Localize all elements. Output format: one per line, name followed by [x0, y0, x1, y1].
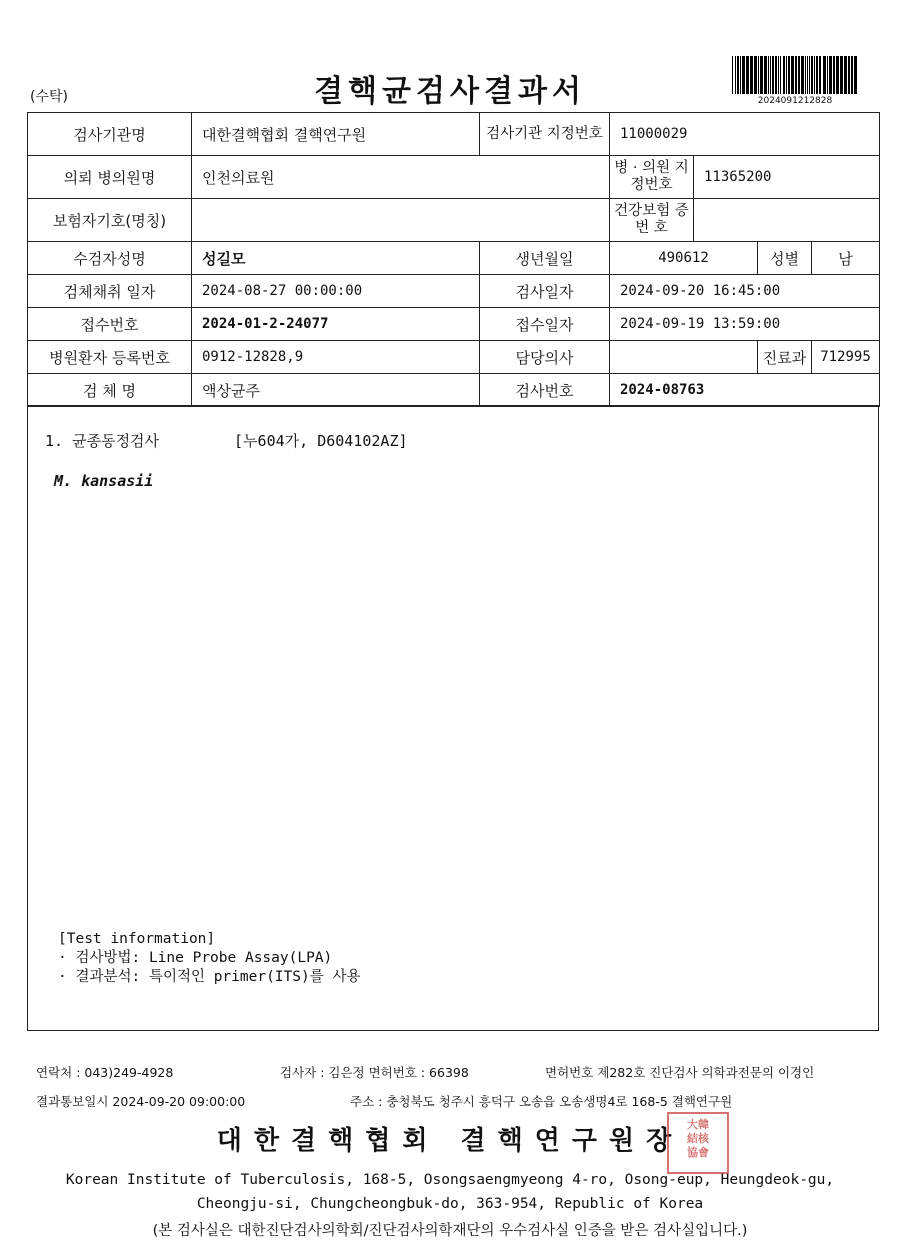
doctor-value — [610, 341, 758, 374]
receipt-date-label: 접수일자 — [480, 308, 610, 341]
barcode-bar — [770, 56, 771, 94]
specimen-label: 검 체 명 — [28, 374, 192, 407]
result-item-code: [누604가, D604102AZ] — [234, 432, 408, 450]
barcode-bar — [854, 56, 857, 94]
registration-number: 0912-12828,9 — [192, 341, 480, 374]
consignment-tag: (수탁) — [30, 89, 68, 105]
patient-name: 성길모 — [192, 242, 480, 275]
hospital-name: 인천의료원 — [192, 156, 610, 199]
doctor-label: 담당의사 — [480, 341, 610, 374]
barcode-bar — [848, 56, 850, 94]
barcode-graphic — [730, 56, 860, 94]
barcode-bar — [778, 56, 779, 94]
english-address-line-2: Cheongju-si, Chungcheongbuk-do, 363-954, Republic of Korea — [196, 1196, 704, 1212]
registration-number-label: 병원환자 등록번호 — [28, 341, 192, 374]
barcode-bar — [786, 56, 787, 94]
barcode-bar — [732, 56, 733, 94]
receipt-date: 2024-09-19 13:59:00 — [610, 308, 880, 341]
barcode-bar — [836, 56, 839, 94]
test-number: 2024-08763 — [610, 374, 880, 407]
hospital-code: 11365200 — [694, 156, 880, 199]
specialist-info: 면허번호 제282호 진단검사 의학과전문의 이경인 — [545, 1065, 815, 1080]
barcode-bar — [754, 56, 757, 94]
organism-result: M. kansasii — [54, 472, 154, 490]
signature-line: 대한결핵협회 결핵연구원장 — [216, 1126, 684, 1156]
barcode-bar — [746, 56, 749, 94]
lab-code: 11000029 — [610, 113, 880, 156]
result-item-line — [45, 430, 408, 451]
lab-code-label: 검사기관 지정번호 — [480, 113, 610, 156]
barcode-bar — [844, 56, 847, 94]
hospital-code-label: 병 · 의원 지정번호 — [610, 156, 694, 199]
barcode-bar — [740, 56, 741, 94]
result-item-name: 1. 균종동정검사 — [45, 432, 160, 450]
barcode-bar — [816, 56, 818, 94]
document-title: 결핵균검사결과서 — [314, 74, 586, 109]
report-date: 결과통보일시 2024-09-20 09:00:00 — [36, 1094, 246, 1109]
lab-name: 대한결핵협회 결핵연구원 — [192, 113, 480, 156]
barcode-bar — [795, 56, 797, 94]
barcode-bar — [750, 56, 753, 94]
barcode-bar — [764, 56, 767, 94]
barcode-bar — [840, 56, 843, 94]
barcode-bar — [735, 56, 736, 94]
barcode-bar — [780, 56, 781, 94]
sex-label: 성별 — [758, 242, 812, 275]
barcode-bar — [833, 56, 835, 94]
certification-note: (본 검사실은 대한진단검사의학회/진단검사의학재단의 우수검사실 인증을 받은 검사실입니다.) — [152, 1223, 748, 1239]
barcode-bar — [814, 56, 815, 94]
address: 주소 : 충청북도 청주시 흥덕구 오송읍 오송생명4로 168-5 결핵연구원 — [350, 1094, 733, 1109]
barcode-bar — [772, 56, 774, 94]
barcode-bar — [827, 56, 828, 94]
sex-value: 남 — [812, 242, 880, 275]
dob-label: 생년월일 — [480, 242, 610, 275]
barcode-bar — [829, 56, 832, 94]
test-analysis: · 결과분석: 특이적인 primer(ITS)를 사용 — [58, 969, 361, 985]
barcode-bar — [819, 56, 821, 94]
test-date-label: 검사일자 — [480, 275, 610, 308]
patient-name-label: 수검자성명 — [28, 242, 192, 275]
barcode-bar — [809, 56, 810, 94]
english-address-line-1: Korean Institute of Tuberculosis, 168-5, Osongsaengmyeong 4-ro, Osong-eup, Heungdeok-gu, — [65, 1172, 835, 1188]
health-card-label: 건강보험 증 번 호 — [610, 199, 694, 242]
collection-date: 2024-08-27 00:00:00 — [192, 275, 480, 308]
specimen-value: 액상균주 — [192, 374, 480, 407]
barcode-bar — [788, 56, 790, 94]
barcode-bar — [823, 56, 826, 94]
collection-date-label: 검체채취 일자 — [28, 275, 192, 308]
lab-name-label: 검사기관명 — [28, 113, 192, 156]
official-seal: 大韓 結核 協會 — [667, 1112, 729, 1174]
barcode-bar — [768, 56, 769, 94]
test-information — [58, 930, 360, 987]
insured-value — [192, 199, 610, 242]
barcode-bar — [791, 56, 794, 94]
barcode-bar — [801, 56, 804, 94]
insured-label: 보험자기호(명칭) — [28, 199, 192, 242]
barcode-bar — [798, 56, 800, 94]
barcode-bar — [783, 56, 785, 94]
patient-info-table — [27, 112, 880, 407]
receipt-number-label: 접수번호 — [28, 308, 192, 341]
barcode-bar — [737, 56, 739, 94]
hospital-label: 의뢰 병의원명 — [28, 156, 192, 199]
test-method: · 검사방법: Line Probe Assay(LPA) — [58, 950, 333, 966]
barcode-bar — [811, 56, 813, 94]
department-value: 712995 — [812, 341, 880, 374]
department-label: 진료과 — [758, 341, 812, 374]
test-number-label: 검사번호 — [480, 374, 610, 407]
barcode-bar — [742, 56, 745, 94]
health-card-value — [694, 199, 880, 242]
barcode-bar — [851, 56, 853, 94]
barcode-bar — [758, 56, 759, 94]
barcode-bar — [760, 56, 763, 94]
contact-info: 연락처 : 043)249-4928 — [36, 1065, 174, 1080]
test-date: 2024-09-20 16:45:00 — [610, 275, 880, 308]
barcode-number: 2024091212828 — [757, 96, 833, 106]
dob-value: 490612 — [610, 242, 758, 275]
barcode-bar — [775, 56, 777, 94]
test-info-title: [Test information] — [58, 931, 216, 947]
receipt-number: 2024-01-2-24077 — [192, 308, 480, 341]
tester-info: 검사자 : 김은정 면허번호 : 66398 — [280, 1065, 469, 1080]
barcode-bar — [805, 56, 806, 94]
barcode-bar — [807, 56, 808, 94]
